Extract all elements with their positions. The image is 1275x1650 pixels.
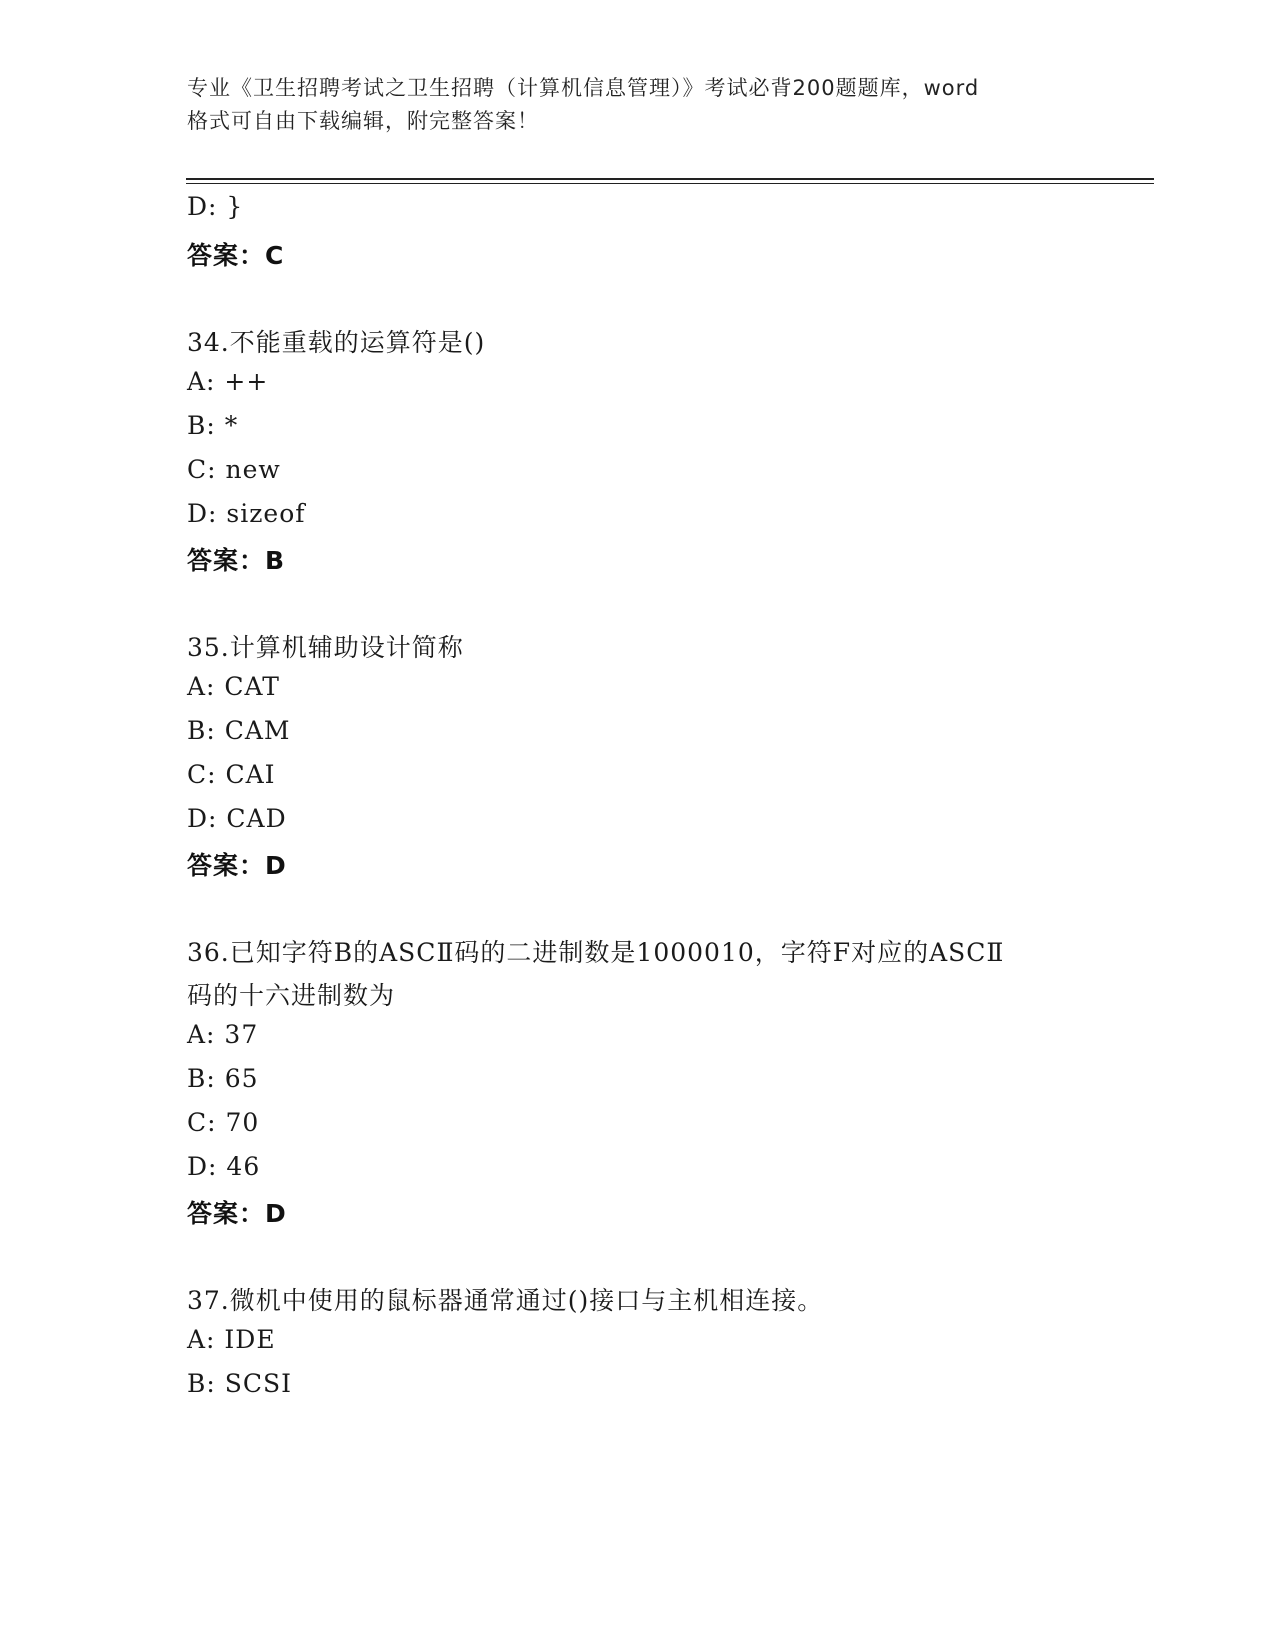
question-35-option-c: C: CAI [187,760,276,789]
question-37-option-b: B: SCSI [187,1369,292,1398]
question-36-option-a: A: 37 [187,1020,259,1049]
header-line-1: 专业《卫生招聘考试之卫生招聘（计算机信息管理）》考试必背200题题库，word [187,76,980,100]
question-35-answer: 答案：D [187,851,287,880]
question-36-option-d: D: 46 [187,1152,261,1181]
question-34-option-d: D: sizeof [187,499,306,528]
question-36-text-line-2: 码的十六进制数为 [187,981,396,1010]
question-34-option-a: A: ++ [187,367,269,396]
question-37-text: 37.微机中使用的鼠标器通常通过()接口与主机相连接。 [187,1286,824,1315]
question-37-option-a: A: IDE [187,1325,276,1354]
header-divider-thin [186,183,1154,184]
question-35-option-d: D: CAD [187,804,287,833]
header-line-2: 格式可自由下载编辑，附完整答案！ [187,109,539,133]
question-34-text: 34.不能重载的运算符是() [187,328,486,357]
question-36-text-line-1: 36.已知字符B的ASCⅡ码的二进制数是1000010，字符F对应的ASCⅡ [187,938,1005,967]
header-divider-thick [186,178,1154,180]
question-34-option-b: B: * [187,411,239,440]
question-35-text: 35.计算机辅助设计简称 [187,633,464,662]
prev-option-d: D: } [187,192,244,221]
prev-answer: 答案：C [187,241,285,270]
question-34-answer: 答案：B [187,546,286,575]
question-35-option-a: A: CAT [187,672,280,701]
document-header [187,72,1107,138]
question-36-option-b: B: 65 [187,1064,259,1093]
question-35-option-b: B: CAM [187,716,291,745]
question-34-option-c: C: new [187,455,281,484]
question-36-option-c: C: 70 [187,1108,260,1137]
question-36-answer: 答案：D [187,1199,287,1228]
